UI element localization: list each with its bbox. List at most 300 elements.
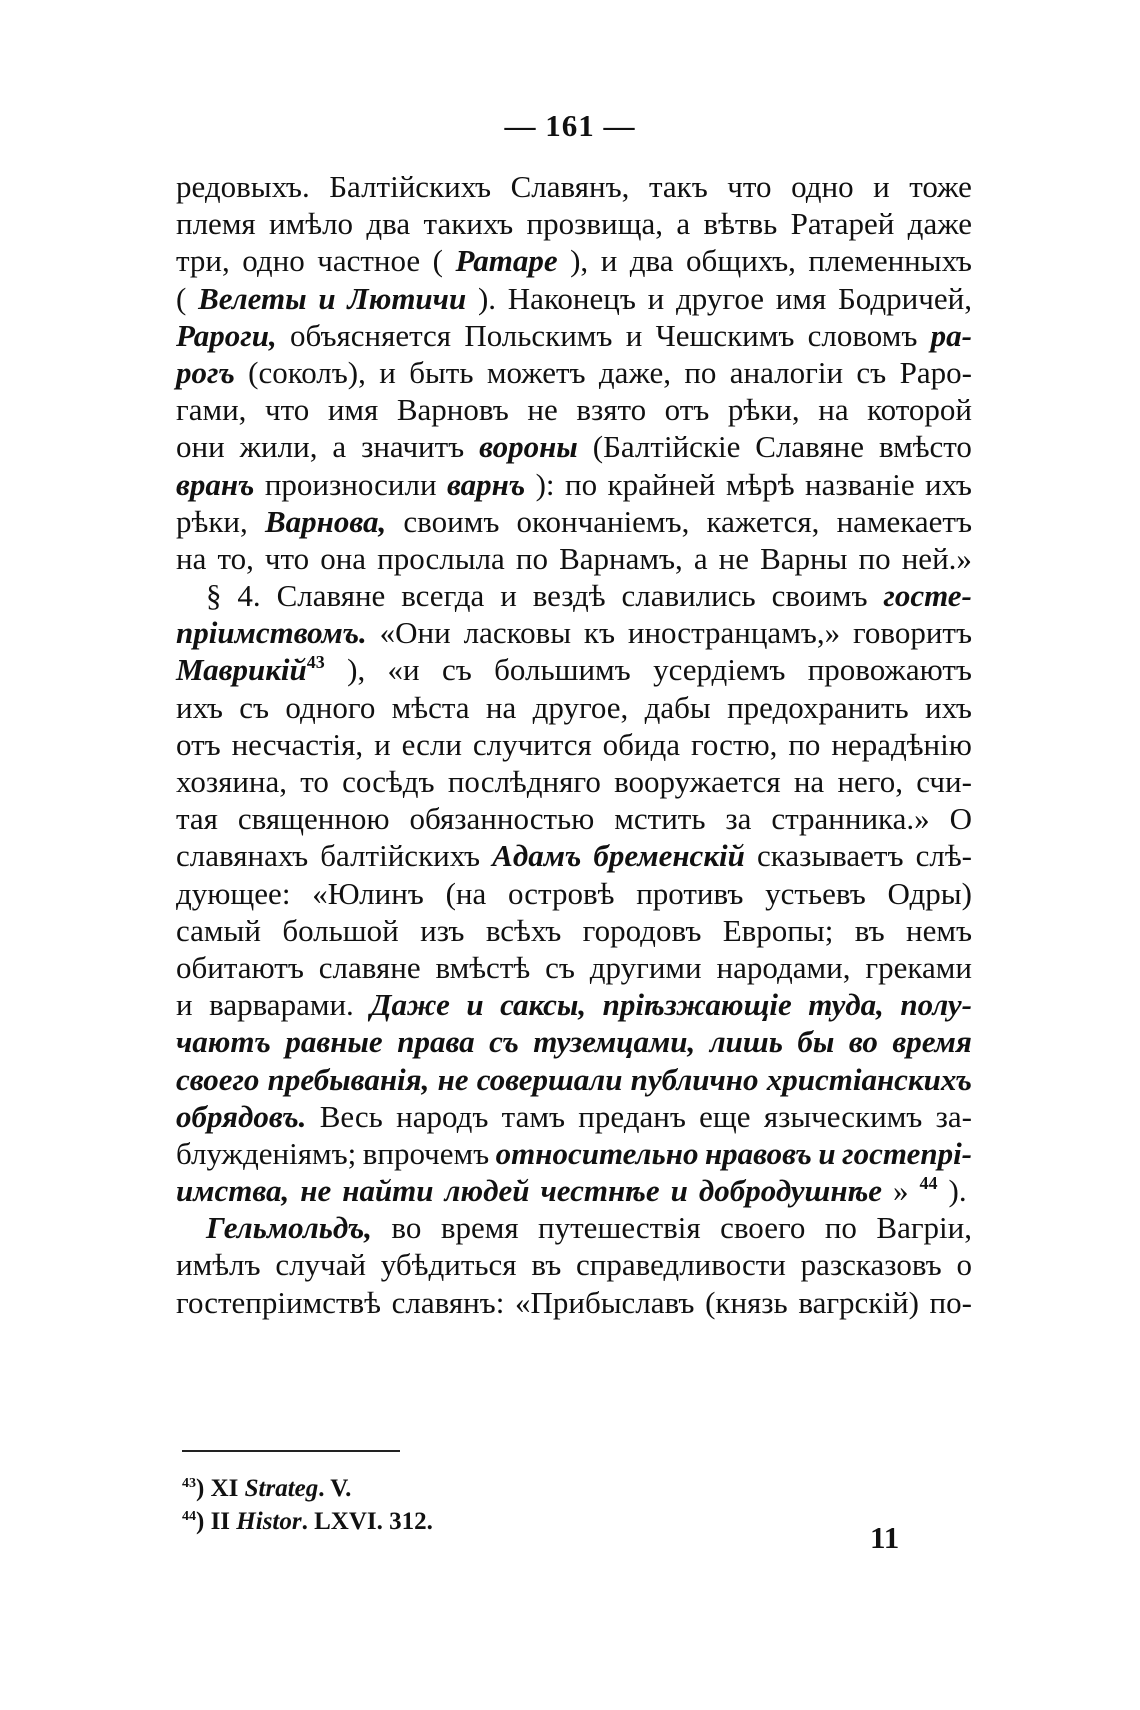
- word: [593, 428, 741, 465]
- word-text: греками: [865, 949, 972, 985]
- word-text: по: [858, 540, 891, 576]
- word-text: Варнамъ,: [559, 540, 683, 576]
- text-line: [176, 317, 972, 354]
- word: [818, 1135, 835, 1172]
- word-text: обрядовъ.: [176, 1098, 307, 1134]
- word-text: Велеты: [198, 280, 307, 316]
- word: [705, 1284, 788, 1321]
- word-text: что: [264, 540, 310, 576]
- word-text: обитаютъ: [176, 949, 304, 985]
- text-line: [176, 1284, 972, 1321]
- word: [699, 1098, 750, 1135]
- word: [671, 1172, 688, 1209]
- word-text: рогъ: [176, 354, 235, 390]
- word-text: Варны: [760, 540, 848, 576]
- word-text: вѣтвь: [703, 206, 778, 242]
- word-text: блужденіямъ;: [176, 1135, 357, 1171]
- word: [853, 614, 972, 651]
- text-line: [176, 577, 972, 614]
- word-text: Балтійскихъ: [329, 169, 492, 204]
- word-text: добродушнѣе: [698, 1173, 883, 1209]
- word-text: по: [788, 726, 821, 762]
- word: [631, 1061, 759, 1098]
- word: [705, 1135, 812, 1172]
- word: [593, 837, 745, 874]
- word: [494, 651, 631, 688]
- word-text: разсказовъ: [800, 1247, 942, 1283]
- word-text: быть: [409, 354, 474, 390]
- word: [424, 205, 514, 242]
- word: [628, 614, 840, 651]
- word-text: обязанностью: [409, 801, 595, 837]
- text-line: [176, 466, 972, 503]
- word-text: туда,: [808, 987, 884, 1023]
- word-text: имя: [327, 392, 379, 428]
- word-text: народами,: [716, 949, 851, 985]
- word: [883, 577, 972, 614]
- word: [176, 726, 221, 763]
- word-text: прозвища,: [526, 206, 663, 242]
- word: [409, 354, 473, 391]
- word: [285, 1023, 382, 1060]
- word-text: три,: [176, 243, 230, 279]
- word: [603, 726, 680, 763]
- word: [865, 949, 972, 986]
- word: [433, 242, 443, 279]
- word-text: съ: [239, 689, 270, 725]
- word-text: госте-: [883, 578, 972, 614]
- text-line: [176, 428, 972, 465]
- word-text: хозяина,: [176, 764, 288, 799]
- word: [842, 1135, 972, 1172]
- word: [377, 540, 505, 577]
- word: [176, 503, 248, 540]
- word: [240, 428, 318, 465]
- text-line: [176, 1172, 972, 1209]
- footnote-marker: 44: [182, 1509, 196, 1524]
- word-text: въ: [854, 912, 885, 948]
- word: [767, 1061, 972, 1098]
- word: [649, 168, 708, 205]
- word: [397, 1023, 474, 1060]
- word: [893, 1172, 909, 1209]
- word: [176, 540, 206, 577]
- word-text: по: [684, 354, 717, 390]
- word: [531, 1246, 561, 1283]
- word-text: по: [824, 1210, 857, 1246]
- word: [403, 503, 499, 540]
- word: [699, 1172, 882, 1209]
- word-text: противъ: [636, 875, 744, 911]
- word: [902, 540, 972, 577]
- word: [900, 986, 972, 1023]
- word-text: мѣрѣ: [725, 466, 795, 502]
- word-text: самый: [176, 912, 261, 948]
- word-text: что: [265, 392, 310, 428]
- word-text: они: [176, 429, 225, 465]
- word-text: городовъ: [582, 912, 702, 948]
- word-text: впрочемъ: [362, 1135, 490, 1171]
- word-text: что: [727, 169, 772, 204]
- word-text: него,: [837, 764, 903, 799]
- word-text: (Балтійскіе: [592, 429, 741, 465]
- word: [691, 726, 777, 763]
- word: [448, 763, 601, 800]
- word: [242, 242, 304, 279]
- word: [176, 614, 367, 651]
- word: [176, 354, 235, 391]
- word: [900, 354, 972, 391]
- word: [601, 242, 618, 279]
- word: [808, 986, 884, 1023]
- word: [500, 986, 586, 1023]
- footnote-44: [182, 1505, 782, 1538]
- word-text: рѣки,: [727, 392, 800, 428]
- word: [265, 466, 437, 503]
- footnotes: [182, 1472, 782, 1538]
- footnote-marker: 43: [182, 1476, 196, 1491]
- word-text: нерадѣнію: [831, 726, 972, 762]
- word: [808, 317, 918, 354]
- word-text: «Юлинъ: [312, 875, 424, 911]
- word-text: и: [466, 987, 484, 1023]
- word: [285, 689, 375, 726]
- word: [445, 1172, 530, 1209]
- word-text: на: [818, 392, 849, 428]
- word-text: имя: [775, 280, 827, 316]
- word: [584, 614, 615, 651]
- word: [648, 280, 665, 317]
- word: [265, 540, 309, 577]
- word-text: Лютичи: [347, 280, 467, 316]
- word: [265, 503, 386, 540]
- word-text: (соколъ),: [248, 354, 366, 390]
- word-text: священною: [237, 801, 390, 837]
- word-text: убѣдиться: [380, 1247, 517, 1283]
- word: [771, 800, 929, 837]
- word-text: Ратарей: [790, 206, 895, 242]
- word-text: ласковы: [463, 615, 572, 651]
- text-line: [176, 168, 972, 205]
- word: [401, 577, 484, 614]
- text-line: [176, 1023, 972, 1060]
- word-text: большимъ: [494, 652, 631, 688]
- word: [930, 1284, 972, 1321]
- word-text: жили,: [239, 429, 318, 465]
- word-text: своего: [720, 1210, 806, 1246]
- text-line: [176, 614, 972, 651]
- word: [536, 466, 555, 503]
- word-text: сосѣдъ: [342, 764, 435, 799]
- word: [438, 1061, 469, 1098]
- word: [599, 354, 671, 391]
- word-text: Варнова,: [264, 503, 387, 539]
- word-text: Раро-: [899, 354, 972, 390]
- word: [500, 577, 517, 614]
- word: [320, 1098, 383, 1135]
- word-text: преданъ: [578, 1098, 686, 1134]
- word-text: Европы;: [722, 912, 834, 948]
- word-text: вагрскій): [798, 1284, 919, 1320]
- word-text: и: [647, 280, 665, 316]
- word-text: тая: [176, 801, 218, 837]
- word-text: всегда: [401, 578, 485, 614]
- word: [879, 428, 972, 465]
- word-text: предохранить: [727, 689, 909, 725]
- word: [794, 763, 824, 800]
- word: [176, 949, 304, 986]
- word-text: случай: [275, 1247, 366, 1283]
- word: [717, 949, 851, 986]
- word: [559, 540, 683, 577]
- word: [318, 280, 335, 317]
- word: [237, 577, 260, 614]
- word: [238, 800, 390, 837]
- word: [720, 1209, 805, 1246]
- word-text: говоритъ: [852, 615, 972, 651]
- word-text: саксы,: [500, 987, 587, 1023]
- word-text: два: [366, 206, 411, 242]
- word-text: Вагріи,: [876, 1210, 972, 1246]
- word-text: гостепрі-: [842, 1135, 972, 1171]
- word-text: имѣло: [269, 206, 354, 242]
- word-text: Даже: [370, 987, 450, 1023]
- footnote-text: ) II: [196, 1508, 237, 1535]
- word-text: время: [440, 1210, 519, 1246]
- word: [838, 280, 972, 317]
- word-text: «Прибыславъ: [514, 1284, 695, 1320]
- word-text: другое,: [532, 689, 629, 725]
- word-text: она: [320, 540, 367, 576]
- word-text: и: [873, 169, 890, 204]
- word: [936, 1098, 972, 1135]
- word: [849, 1023, 878, 1060]
- word: [925, 689, 972, 726]
- word: [876, 1209, 972, 1246]
- word-text: племя: [176, 206, 256, 242]
- word-text: 4.: [237, 578, 261, 614]
- word-text: своего: [176, 1061, 260, 1097]
- text-line: [176, 391, 972, 428]
- text-line: [176, 875, 972, 912]
- text-line: [176, 503, 972, 540]
- word-text: не: [300, 1173, 332, 1209]
- word-text: о: [956, 1247, 972, 1283]
- word: [791, 168, 853, 205]
- word-text: ихъ: [924, 689, 972, 725]
- word: [410, 800, 595, 837]
- word: [908, 205, 972, 242]
- word: [391, 1209, 421, 1246]
- word-text: О: [949, 801, 972, 837]
- word: [486, 912, 561, 949]
- text-line: [176, 1098, 972, 1135]
- word: [621, 577, 755, 614]
- word: [788, 726, 820, 763]
- word-text: справедливости: [576, 1247, 786, 1283]
- word-text: Весь: [319, 1098, 383, 1134]
- word-text: Рароги,: [176, 317, 277, 353]
- word: [320, 837, 480, 874]
- word-text: слѣ-: [915, 838, 972, 874]
- word-text: (: [432, 243, 443, 279]
- word-text: отъ: [176, 726, 221, 762]
- word: [487, 354, 586, 391]
- word: [290, 317, 451, 354]
- word-text: и: [625, 317, 643, 353]
- footnote-divider: [182, 1450, 400, 1452]
- word-text: и: [818, 1135, 836, 1171]
- word: [614, 763, 781, 800]
- word: [808, 242, 972, 279]
- word-text: два: [629, 243, 674, 279]
- word: [727, 689, 909, 726]
- word-text: значитъ: [361, 429, 465, 465]
- footnote-reference: 43: [306, 652, 325, 673]
- word: [397, 391, 509, 428]
- page-number: — 161 —: [504, 108, 636, 143]
- text-line: [176, 1135, 972, 1172]
- word: [265, 391, 309, 428]
- word: [232, 726, 364, 763]
- word-text: одно: [791, 169, 854, 204]
- word: [455, 242, 557, 279]
- word: [723, 912, 834, 949]
- word: [176, 1023, 271, 1060]
- word-text: мѣста: [391, 689, 470, 725]
- word-text: общихъ,: [686, 243, 796, 279]
- word: [511, 168, 630, 205]
- word-text: крайней: [607, 466, 716, 502]
- word: [540, 1172, 659, 1209]
- word: [892, 1023, 972, 1060]
- word: [374, 726, 391, 763]
- word: [464, 614, 571, 651]
- word: [533, 1023, 695, 1060]
- word: [515, 1284, 694, 1321]
- word: [831, 726, 972, 763]
- word: [329, 168, 491, 205]
- word: [176, 651, 325, 688]
- word: [565, 466, 597, 503]
- word: [269, 205, 353, 242]
- word-text: и: [318, 280, 336, 316]
- footnote-source: Histor: [236, 1508, 302, 1535]
- word-text: Гельмольдъ,: [206, 1210, 372, 1246]
- word: [176, 280, 186, 317]
- word-text: и: [374, 726, 391, 762]
- word: [176, 168, 310, 205]
- word-text: гостепріимствѣ: [176, 1284, 381, 1320]
- word-text: и: [500, 578, 517, 614]
- word-text: большой: [282, 912, 399, 948]
- word: [797, 1023, 834, 1060]
- word: [176, 1135, 356, 1172]
- word: [676, 280, 764, 317]
- word-text: даже,: [598, 354, 671, 390]
- text-line: [176, 800, 972, 837]
- word: [380, 614, 451, 651]
- word: [837, 503, 972, 540]
- word-text: отъ: [664, 392, 710, 428]
- word: [464, 317, 612, 354]
- word: [206, 577, 222, 614]
- word-text: названіе: [805, 466, 915, 502]
- word: [791, 205, 895, 242]
- word-text: можетъ: [486, 354, 586, 390]
- word-text: кажется,: [706, 503, 820, 539]
- word-text: лишь: [709, 1024, 783, 1060]
- word: [209, 986, 354, 1023]
- word: [447, 466, 525, 503]
- word-text: найти: [342, 1173, 434, 1209]
- word-text: изъ: [420, 912, 465, 948]
- word-text: къ: [583, 615, 615, 651]
- word-text: то: [300, 764, 329, 799]
- printer-signature-mark: 11: [870, 1520, 900, 1555]
- word: [489, 1023, 519, 1060]
- word: [206, 1209, 372, 1246]
- word: [176, 689, 223, 726]
- word-text: которой: [867, 392, 972, 428]
- word-text: Варновъ: [396, 392, 509, 428]
- word: [396, 1098, 488, 1135]
- word: [656, 317, 795, 354]
- word-text: вороны: [479, 429, 578, 465]
- word: [176, 800, 218, 837]
- word: [176, 837, 308, 874]
- word: [248, 354, 366, 391]
- word-text: путешествія: [538, 1210, 701, 1246]
- word: [176, 466, 254, 503]
- word: [533, 689, 629, 726]
- text-line: [176, 837, 972, 874]
- word-text: немъ: [905, 912, 972, 948]
- word-text: славяне: [318, 949, 421, 985]
- word-text: (на: [445, 875, 487, 911]
- word: [332, 428, 346, 465]
- word-text: другое: [676, 280, 764, 316]
- word-text: ).: [948, 1173, 967, 1209]
- word-text: послѣдняго: [447, 764, 601, 799]
- word-text: а: [676, 206, 691, 242]
- word: [176, 1246, 261, 1283]
- word: [916, 837, 972, 874]
- word-text: прослыла: [377, 540, 505, 576]
- word: [867, 391, 972, 428]
- word-text: пріимствомъ.: [176, 615, 367, 651]
- word-text: островѣ: [508, 875, 615, 911]
- word: [772, 577, 868, 614]
- word: [576, 1246, 786, 1283]
- word-text: своимъ: [403, 503, 500, 539]
- word: [676, 205, 690, 242]
- word: [578, 1098, 686, 1135]
- word-text: равные: [285, 1024, 383, 1060]
- word-text: (князь: [705, 1284, 788, 1320]
- word-text: варварами.: [209, 987, 354, 1023]
- text-line: [176, 540, 972, 577]
- word-text: дабы: [644, 689, 711, 725]
- word-text: а: [693, 540, 708, 576]
- word-text: совершали: [476, 1061, 623, 1097]
- word-text: сказываетъ: [756, 838, 904, 874]
- word-text: рѣки,: [176, 503, 248, 539]
- word-text: усердіемъ: [653, 652, 786, 688]
- word-text: нравовъ: [704, 1135, 812, 1171]
- word: [765, 875, 866, 912]
- word-text: другими: [589, 949, 702, 985]
